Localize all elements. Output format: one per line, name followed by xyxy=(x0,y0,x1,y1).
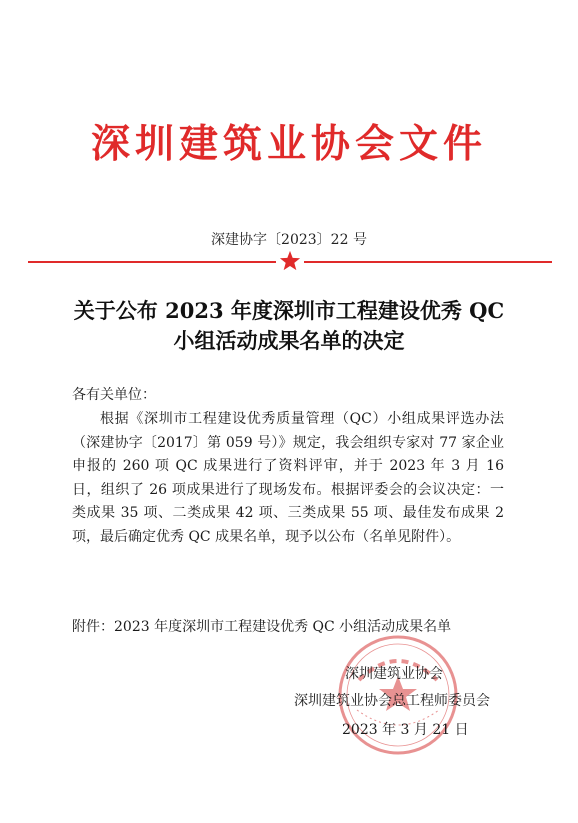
divider-rule-left xyxy=(28,261,276,263)
divider-rule-right xyxy=(304,261,552,263)
document-number: 深建协字〔2023〕22 号 xyxy=(211,232,367,248)
attachment-line: 附件：2023 年度深圳市工程建设优秀 QC 小组活动成果名单 xyxy=(72,619,452,635)
salutation: 各有关单位： xyxy=(72,387,156,403)
masthead-title: 深圳建筑业协会文件 xyxy=(90,122,487,167)
signature-committee: 深圳建筑业协会总工程师委员会 xyxy=(294,693,490,709)
signature-association: 深圳建筑业协会 xyxy=(345,666,443,682)
body-paragraph: 根据《深圳市工程建设优秀质量管理（QC）小组成果评选办法（深建协字〔2017〕第 059 号）》规定，我会组织专家对 77 家企业申报的 260 项 QC 成果进行了资料评审，并于 2023 年 3 月 16 日，组织了 26 项成果进行了现场发布。根据评委会的会议决定：一类成果 35 项、二类成果 42 项、三类成果 55 项、最佳发布成果 2 项，最后确定优秀 QC 成果名单，现予以公布（名单见附件）。 xyxy=(72,411,504,545)
star-icon xyxy=(279,250,301,272)
signature-date: 2023 年 3 月 21 日 xyxy=(342,722,469,738)
red-divider xyxy=(28,250,552,274)
document-title: 关于公布 2023 年度深圳市工程建设优秀 QC 小组活动成果名单的决定 xyxy=(73,298,505,353)
